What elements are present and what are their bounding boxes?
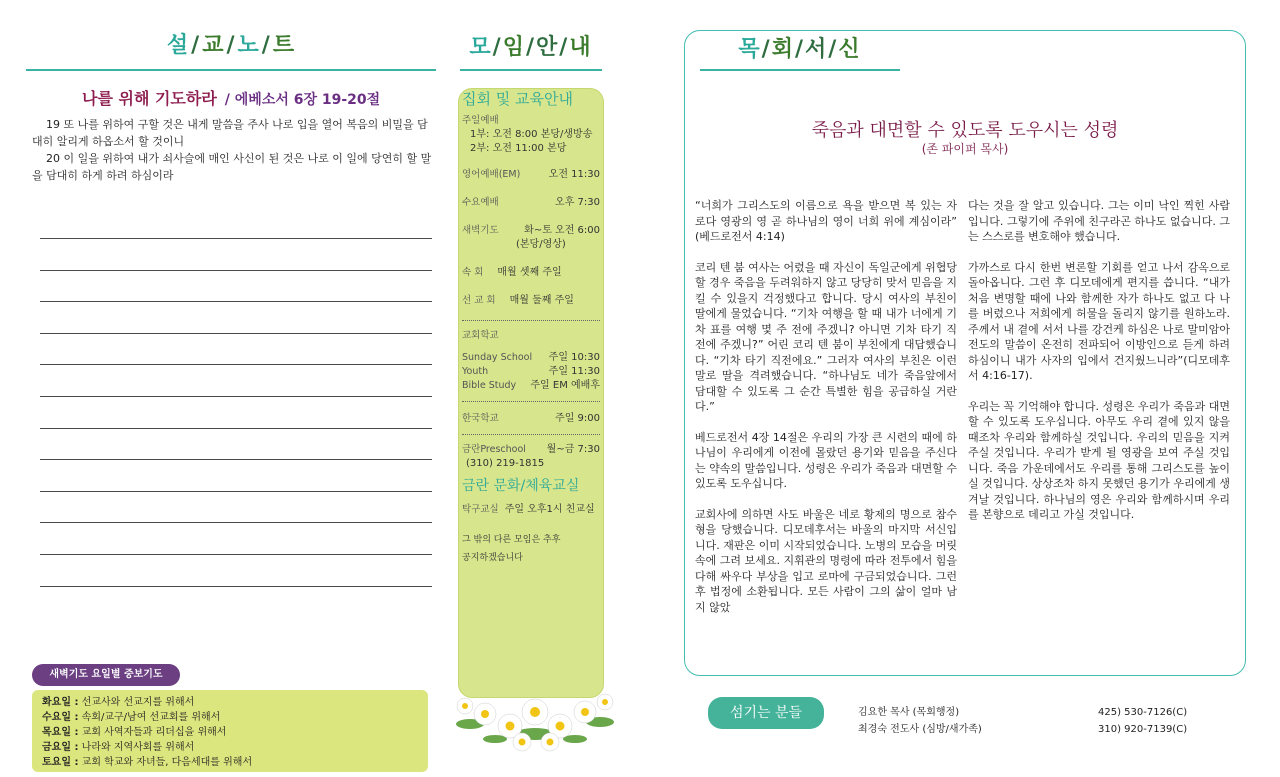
- list-item: 수요예배 오후 7:30: [462, 197, 600, 208]
- list-item: 금란Preschool 월~금 7:30: [462, 444, 600, 455]
- letter-column-2: [968, 198, 1230, 538]
- list-item: 목요일 : 교회 사역자들과 리더십을 위해서: [42, 727, 227, 738]
- note-lines: [40, 238, 432, 617]
- list-item: Sunday School 주일 10:30: [462, 352, 600, 363]
- list-item: [858, 704, 1218, 721]
- section-heading: 집회 및 교육안내: [462, 90, 573, 108]
- staff-phone: 425) 530-7126(C): [1098, 707, 1188, 718]
- note: 공지하겠습니다: [462, 553, 523, 563]
- letter-heading: 죽음과 대면할 수 있도록 도우시는 성령: [811, 120, 1119, 141]
- note-line: [40, 270, 432, 271]
- staff-phone: 310) 920-7139(C): [1098, 724, 1188, 735]
- note-line: [40, 491, 432, 492]
- meeting-title: 모/임/안/내: [460, 30, 602, 61]
- verse: 20 이 일을 위하여 내가 쇠사슬에 매인 사신이 된 것은 나로 이 일에 당연히 할 말을 담대히 하게 하려 하심이라: [32, 152, 432, 182]
- sunday-2: 2부: 오전 11:00 본당: [470, 143, 567, 154]
- letter-author: (존 파이퍼 목사): [921, 142, 1009, 156]
- scripture-text: [32, 116, 438, 184]
- title-char: 서: [805, 37, 829, 62]
- title-char: 내: [569, 35, 593, 60]
- divider: [462, 434, 600, 435]
- sermon-heading: [30, 86, 440, 109]
- note-line: [40, 586, 432, 587]
- note-line: [40, 459, 432, 460]
- title-char: 회: [771, 37, 795, 62]
- list-item: 영어예배(EM) 오전 11:30: [462, 169, 600, 180]
- staff-name: 김요한 목사 (목회행정): [858, 707, 960, 718]
- title-char: 트: [272, 33, 298, 58]
- sunday-label: 주일예배: [462, 115, 499, 126]
- list-item: [858, 721, 1218, 738]
- title-char: 교: [202, 33, 227, 58]
- school-label: 교회학교: [462, 330, 499, 341]
- list-item: 탁구교실 주일 오후1시 친교실: [462, 504, 595, 515]
- scripture-reference: / 에베소서 6장 19-20절: [224, 92, 381, 108]
- paragraph: 우리는 꼭 기억해야 합니다. 성령은 우리가 죽음과 대면할 수 있도록 도우십니다. 아무도 우리 곁에 있지 않을 때조차 우리와 함께하실 것입니다. 우리의 믿음을 지켜 주실 것입니다. 우리가 받게 될 영광을 보여 주실 것입니다. 죽음 가운데에서도 우리를 통해 그리스도를 높이실 것입니다. 상상조차 하지 못했던 용기가 우리에게 생겨날 것입니다. 하나님의 영은 우리와 함께하시며 우리를 본향으로 데리고 가실 것입니다.: [968, 399, 1230, 521]
- note-line: [40, 333, 432, 334]
- title-char: 설: [166, 33, 192, 58]
- verse: 19 또 나를 위하여 구할 것은 내게 말씀을 주사 나로 입을 열어 복음의 비밀을 담대히 알리게 하옵소서 할 것이니: [32, 118, 428, 148]
- paragraph: 코리 텐 붐 여사는 어렸을 때 자신이 독일군에게 위협당할 경우 죽음을 두려워하지 않고 당당히 맞서 믿음을 지킬 수 있을지 걱정했다고 합니다. 당시 여사의 부친이 딸에게 물었습니다. “기차 여행을 할 때 내가 너에게 기차 표를 여행 몇 주 전에 주겠니? 아니면 기차 타기 직전에 주겠니?” 어린 코리 텐 붐이 부친에게 대답했습니다. “기차 타기 직전에요.” 그러자 여사의 부친은 이런 말로 딸을 격려했습니다. “하나님도 네가 죽음앞에서 담대할 수 있도록 그 순간 특별한 힘을 공급하실 거란다.”: [695, 260, 957, 413]
- prayer-list: [32, 690, 428, 772]
- list-item: Bible Study 주일 EM 예배후: [462, 380, 600, 391]
- daisy-illustration: [450, 684, 620, 754]
- title-divider: [26, 69, 436, 71]
- paragraph: 다는 것을 잘 알고 있습니다. 그는 이미 낙인 찍힌 사람입니다. 그렇기에 주위에 친구라곤 하나도 없습니다. 그는 스스로를 변호해야 했습니다.: [968, 199, 1230, 243]
- list-item: 새벽기도 화~토 오전 6:00: [462, 225, 600, 236]
- paragraph: 베드로전서 4장 14절은 우리의 가장 큰 시련의 때에 하나님이 우리에게 이전에 몰랐던 용기와 믿음을 주신다는 약속의 말씀입니다. 성령은 우리가 죽음과 대면할 수 있도록 도우십니다.: [695, 430, 957, 490]
- staff-name: 최경숙 전도사 (심방/새가족): [858, 724, 982, 735]
- list-item: 토요일 : 교회 학교와 자녀들, 다음세대를 위해서: [42, 757, 253, 768]
- note: 그 밖의 다른 모임은 추후: [462, 535, 561, 545]
- title-divider: [700, 69, 900, 71]
- section-heading: 금란 문화/체육교실: [462, 478, 580, 494]
- note-line: [40, 396, 432, 397]
- prayer-badge: 새벽기도 요일별 중보기도: [32, 664, 180, 686]
- title-divider: [460, 69, 602, 71]
- divider: [462, 320, 600, 321]
- letter-column-1: [695, 198, 957, 630]
- pastoral-letter-title: 목/회/서/신: [700, 32, 900, 63]
- note-line: [40, 364, 432, 365]
- meeting-info: [462, 92, 600, 565]
- title-char: 모: [469, 35, 493, 60]
- list-item: Youth 주일 11:30: [462, 366, 600, 377]
- title-char: 임: [502, 35, 526, 60]
- paragraph: 가까스로 다시 한번 변론할 기회를 얻고 나서 감옥으로 돌아옵니다. 그런 후 디모데에게 편지를 씁니다. “내가 처음 변명할 때에 나와 함께한 자가 하나도 없고 다 나를 버렸으나 저희에게 허물을 돌리지 않기를 원하노라. 주께서 내 곁에 서서 나를 강건케 하심은 나로 말미암아 전도의 말씀이 온전히 전파되어 이방인으로 듣게 하려 하심이니 내가 사자의 입에서 건지웠느니라”(디모데후서 4:16-17).: [968, 260, 1230, 382]
- list-item: 속 회 매월 셋째 주일: [462, 267, 562, 278]
- staff-list: [858, 704, 1218, 738]
- sermon-note-title: 설/교/노/트: [28, 28, 436, 59]
- title-char: 안: [536, 35, 560, 60]
- list-item: 선 교 회 매월 둘째 주일: [462, 295, 574, 306]
- sermon-heading-text: 나를 위해 기도하라: [82, 89, 217, 108]
- list-item: 수요일 : 속회/교구/남여 선교회를 위해서: [42, 712, 221, 723]
- note-line: [40, 554, 432, 555]
- note-line: [40, 301, 432, 302]
- list-item: 한국학교 주일 9:00: [462, 413, 600, 424]
- title-char: 목: [738, 37, 762, 62]
- note-line: [40, 522, 432, 523]
- list-item: 금요일 : 나라와 지역사회를 위해서: [42, 742, 195, 753]
- divider: [462, 401, 600, 402]
- sunday-1: 1부: 오전 8:00 본당/생방송: [470, 129, 593, 140]
- staff-badge: 섬기는 분들: [708, 697, 824, 729]
- title-char: 신: [838, 37, 862, 62]
- preschool-phone: (310) 219-1815: [466, 458, 545, 469]
- paragraph: 교회사에 의하면 사도 바울은 네로 황제의 명으로 참수형을 당했습니다. 디모데후서는 바울의 마지막 서신입니다. 재판은 이미 시작되었습니다. 노병의 모습을 머릿속에 그려 보세요. 지휘관의 명령에 따라 전투에서 힘을 다해 싸우다 부상을 입고 로마에 구금되었습니다. 그런 후 법정에 소환됩니다. 모든 사람이 그의 삶이 얼마 남지 않았: [695, 507, 957, 614]
- note-line: [40, 238, 432, 239]
- paragraph: “너희가 그리스도의 이름으로 욕을 받으면 복 있는 자로다 영광의 영 곧 하나님의 영이 너희 위에 계심이라” (베드로전서 4:14): [695, 199, 957, 243]
- list-item: 화요일 : 선교사와 선교지를 위해서: [42, 697, 195, 708]
- title-char: 노: [237, 33, 262, 58]
- note-line: [40, 428, 432, 429]
- dawn-place: (본당/영상): [516, 239, 566, 250]
